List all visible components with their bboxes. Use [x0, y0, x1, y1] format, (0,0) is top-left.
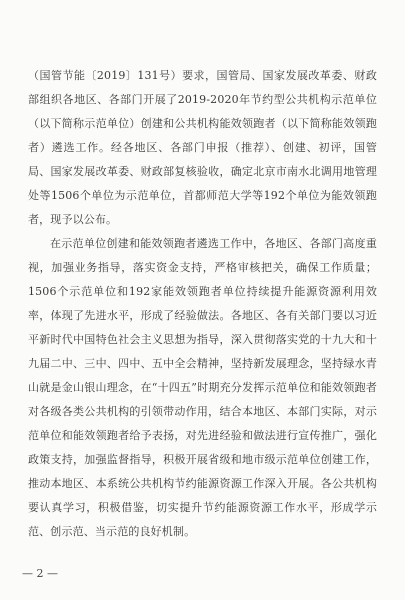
page-number: — 2 — — [22, 567, 58, 580]
paragraph-2: 在示范单位创建和能效领跑者遴选工作中，各地区、各部门高度重视，加强业务指导，落实资金支持，严格审核把关，确保工作质量；1506个示范单位和192家能效领跑者单位持续提升能源资源利用效率，体现了先进水平，形成了经验做法。各地区、各有关部门要以习近平新时代中国特色社会主义思想为指导，深入贯彻落实党的十九大和十九届二中、三中、四中、五中全会精神，坚持新发展理念，坚持绿水青山就是金山银山理念，在“十四五”时期充分发挥示范单位和能效领跑者对各级各类公共机构的引领带动作用，结合本地区、本部门实际，对示范单位和能效领跑者给予表扬，对先进经验和做法进行宣传推广，强化政策支持，加强监督指导，积极开展省级和地市级示范单位创建工作，推动本地区、本系统公共机构节约能源资源工作深入开展。各公共机构要认真学习，积极借鉴，切实提升节约能源资源工作水平，形成学示范、创示范、当示范的良好机制。 — [28, 237, 377, 538]
paragraph-1: （国管节能〔2019〕131号）要求，国管局、国家发展改革委、财政部组织各地区、各部门开展了2019-2020年节约型公共机构示范单位（以下简称示范单位）创建和公共机构能效领跑者（以下简称能效领跑者）遴选工作。经各地区、各部门申报（推荐）、创建、初评，国管局、国家发展改革委、财政部复核验收，确定北京市南水北调用地管理处等1506个单位为示范单位，首都师范大学等192个单位为能效领跑者，现予以公布。 — [28, 69, 377, 226]
